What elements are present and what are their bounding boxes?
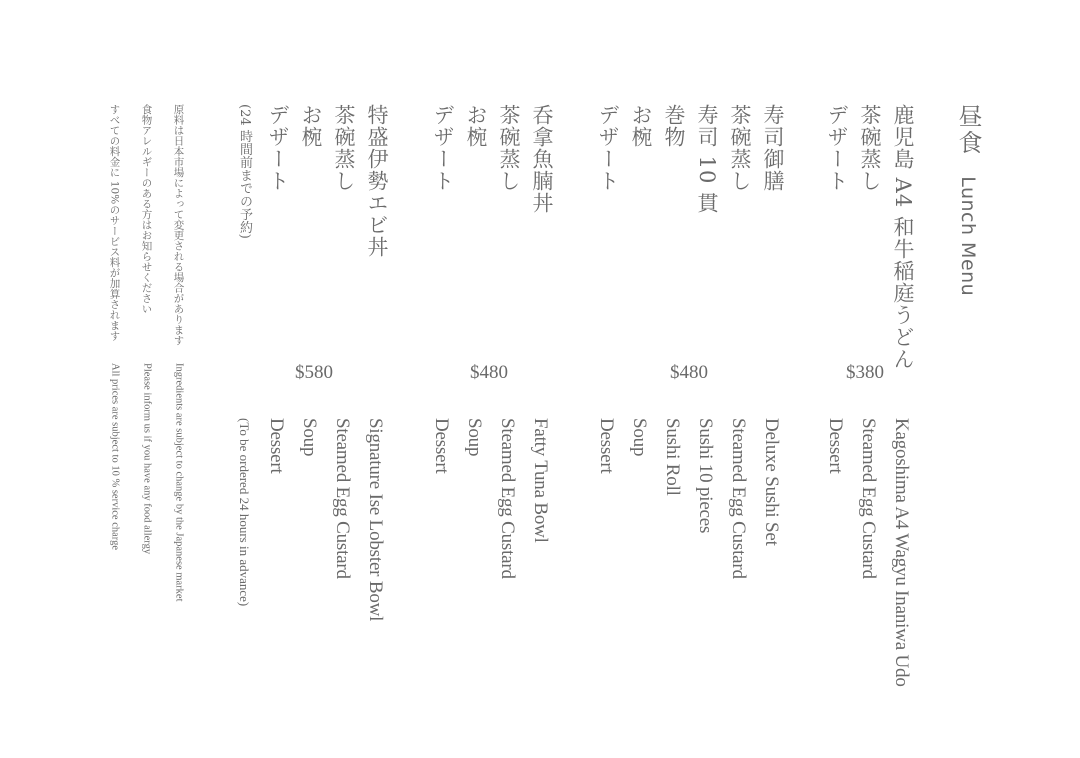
set-a-item-jp-3: デザート — [825, 104, 849, 192]
set-b-item-jp-4: 巻物 — [662, 104, 686, 148]
set-b-item-en-2: Steamed Egg Custard — [728, 418, 749, 579]
note-en-2: Please inform us if you have any food allergy — [141, 363, 153, 555]
set-b-item-en-1: Deluxe Sushi Set — [761, 418, 782, 546]
set-c-item-jp-1: 呑拿魚腩丼 — [530, 104, 554, 214]
set-c-item-en-4: Dessert — [431, 418, 452, 474]
set-b-item-jp-2: 茶碗蒸し — [728, 104, 752, 192]
set-b-item-jp-3: 寿司 10 貫 — [695, 104, 719, 215]
set-d-item-jp-3: お椀 — [299, 104, 323, 148]
set-a-item-en-3: Dessert — [825, 418, 846, 474]
set-a-item-en-1: Kagoshima A4 Wagyu Inaniwa Udo — [891, 418, 912, 687]
set-b-price: $480 — [670, 362, 708, 383]
set-b-item-en-4: Sushi Roll — [662, 418, 683, 496]
set-d-advance-note-en: (To be ordered 24 hours in advance) — [237, 418, 252, 607]
set-c-item-jp-3: お椀 — [464, 104, 488, 148]
note-jp-3: すべての料金に 10%のサービス料が加算されます — [108, 104, 121, 341]
title-english: Lunch Menu — [957, 176, 979, 297]
set-b-item-jp-5: お椀 — [629, 104, 653, 148]
menu-title — [956, 104, 980, 296]
set-d-item-en-4: Dessert — [266, 418, 287, 474]
set-c-price: $480 — [470, 362, 508, 383]
note-jp-1: 原料は日本市場によって変更される場合があります — [172, 104, 185, 346]
set-b-item-jp-1: 寿司御膳 — [761, 104, 785, 192]
note-jp-2: 食物アレルギーのある方はお知らせください — [140, 104, 153, 314]
set-d-price: $580 — [295, 362, 333, 383]
title-japanese: 昼食 — [954, 104, 982, 156]
set-d-item-en-3: Soup — [299, 418, 320, 457]
set-b-item-en-5: Soup — [629, 418, 650, 457]
set-a-item-en-2: Steamed Egg Custard — [858, 418, 879, 579]
set-a-item-jp-1: 鹿児島 A4 和牛稲庭うどん — [891, 104, 915, 370]
set-d-item-jp-4: デザート — [266, 104, 290, 192]
set-c-item-jp-4: デザート — [431, 104, 455, 192]
set-c-item-en-3: Soup — [464, 418, 485, 457]
set-c-item-en-1: Fatty Tuna Bowl — [530, 418, 551, 543]
set-d-item-en-2: Steamed Egg Custard — [332, 418, 353, 579]
set-d-item-jp-1: 特盛伊勢エビ丼 — [365, 104, 389, 258]
set-b-item-jp-6: デザート — [596, 104, 620, 192]
set-a-price: $380 — [846, 362, 884, 383]
set-b-item-en-3: Sushi 10 pieces — [695, 418, 716, 534]
set-b-item-en-6: Dessert — [596, 418, 617, 474]
set-d-item-jp-2: 茶碗蒸し — [332, 104, 356, 192]
set-d-item-en-1: Signature Ise Lobster Bowl — [365, 418, 386, 622]
set-d-advance-note-jp: (24 時間前までの予約) — [237, 104, 252, 239]
note-en-1: Ingredients are subject to change by the Japanese market — [173, 363, 185, 602]
note-en-3: All prices are subject to 10 % service charge — [109, 363, 121, 550]
set-c-item-jp-2: 茶碗蒸し — [497, 104, 521, 192]
set-c-item-en-2: Steamed Egg Custard — [497, 418, 518, 579]
set-a-item-jp-2: 茶碗蒸し — [858, 104, 882, 192]
